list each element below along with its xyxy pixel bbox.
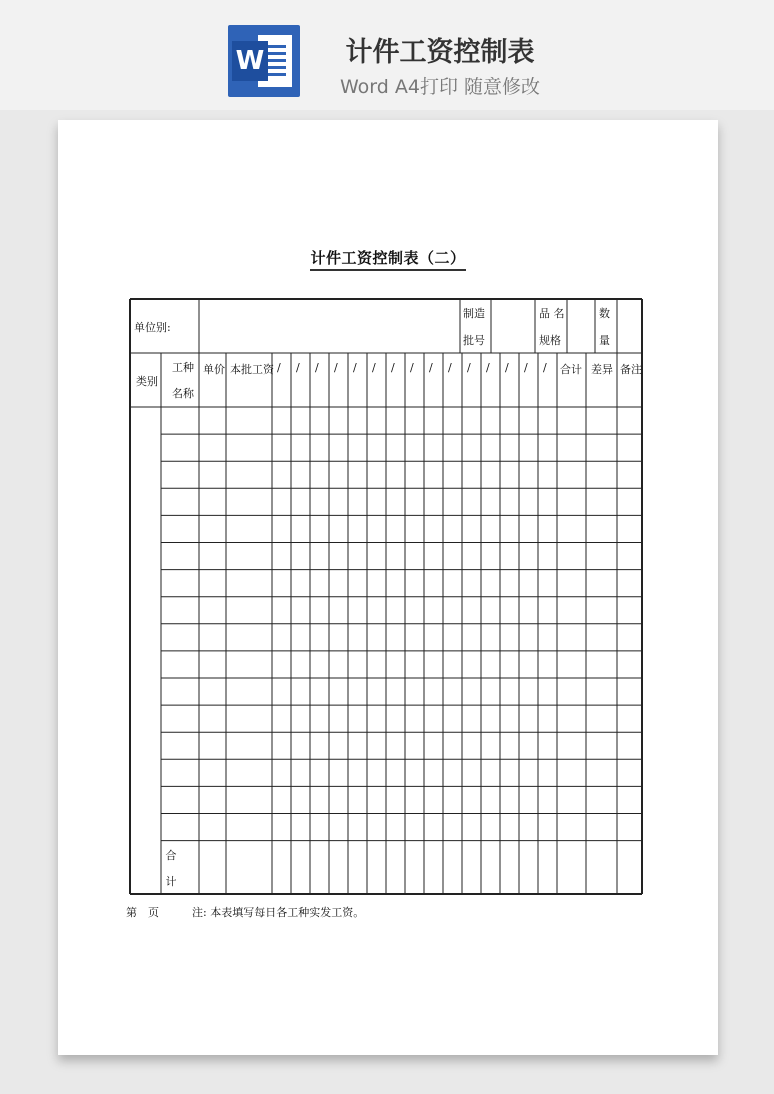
slash-column-header: / xyxy=(505,361,509,374)
slash-column-header: / xyxy=(410,361,414,374)
qty-label-1: 数 xyxy=(599,307,610,320)
slash-column-header: / xyxy=(448,361,452,374)
slash-column-header: / xyxy=(486,361,490,374)
slash-column-header: / xyxy=(543,361,547,374)
banner-subtitle: Word A4打印 随意修改 xyxy=(339,76,540,98)
slash-column-header: / xyxy=(277,361,281,374)
banner-title: 计件工资控制表 xyxy=(345,37,535,68)
document-page xyxy=(58,120,718,1055)
slash-column-header: / xyxy=(391,361,395,374)
slash-column-header: / xyxy=(524,361,528,374)
slash-column-header: / xyxy=(334,361,338,374)
footer-note: 注: 本表填写每日各工种实发工资。 xyxy=(192,906,365,919)
col-diff: 差异 xyxy=(591,363,613,376)
header-banner xyxy=(0,0,774,110)
slash-column-header: / xyxy=(353,361,357,374)
col-total: 合计 xyxy=(560,363,582,376)
document-title: 计件工资控制表（二） xyxy=(58,247,718,268)
footer-page: 第 页 xyxy=(126,906,159,919)
product-label-1: 品 名 xyxy=(539,307,565,320)
slash-column-header: / xyxy=(467,361,471,374)
slash-column-header: / xyxy=(296,361,300,374)
slash-column-header: / xyxy=(315,361,319,374)
batch-label-2: 批号 xyxy=(463,334,485,347)
col-note: 备注 xyxy=(620,363,642,376)
unit-label: 单位别: xyxy=(134,321,171,334)
col-trade-1: 工种 xyxy=(172,361,194,374)
word-logo-icon: W xyxy=(228,25,300,97)
product-label-2: 规格 xyxy=(539,334,561,347)
col-batch-wage: 本批工资 xyxy=(230,363,274,376)
slash-column-header: / xyxy=(429,361,433,374)
total-row-label-1: 合 xyxy=(165,849,177,862)
col-category: 类别 xyxy=(136,375,158,388)
col-unit-price: 单价 xyxy=(203,363,225,376)
total-row-label-2: 计 xyxy=(165,875,177,888)
batch-label-1: 制造 xyxy=(463,307,485,320)
slash-column-header: / xyxy=(372,361,376,374)
col-trade-2: 名称 xyxy=(172,387,194,400)
qty-label-2: 量 xyxy=(599,334,610,347)
